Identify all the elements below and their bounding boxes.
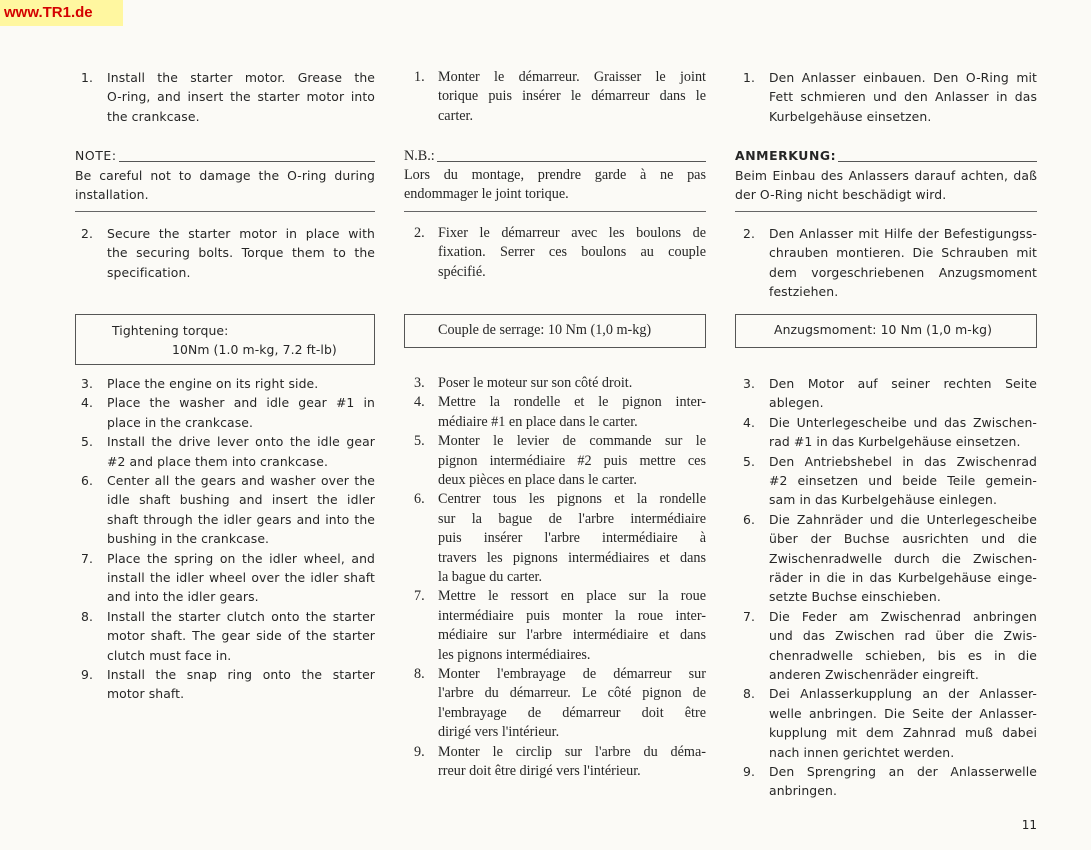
- step-number: 3.: [81, 376, 94, 391]
- text-line: rad #1 in das Kurbelgehäuse einsetzen.: [769, 434, 1021, 450]
- text-line: der O-Ring nicht beschädigt wird.: [735, 187, 947, 203]
- text-line: médiaire #1 en place dans le carter.: [438, 413, 638, 430]
- step-text: [769, 224, 1037, 302]
- step-number: 5.: [81, 434, 94, 450]
- text-line: the securing bolts. Torque them to the: [107, 245, 375, 261]
- text-line: installation.: [75, 187, 149, 203]
- text-line: rreur doit être dirigé vers l'intérieur.: [438, 762, 641, 779]
- step-text: [769, 762, 1037, 801]
- step-text: [107, 665, 375, 704]
- note-divider: [735, 211, 1037, 212]
- text-line: Die Zahnräder und die Unterlegescheibe: [769, 511, 1037, 527]
- text-line: Monter le circlip sur l'arbre du déma-: [438, 743, 706, 760]
- torque-value: Anzugsmoment: 10 Nm (1,0 m-kg): [774, 322, 993, 337]
- text-line: puis insérer l'arbre intermédiaire à: [438, 530, 706, 547]
- note-divider: [75, 211, 375, 212]
- text-line: Die Unterlegescheibe und das Zwischen-: [769, 414, 1037, 430]
- torque-spec-box: [735, 314, 1037, 348]
- step-text: [438, 490, 706, 587]
- text-line: install the idler wheel over the idler shaft: [107, 569, 375, 585]
- text-line: place in the crankcase.: [107, 414, 254, 430]
- step-text: [438, 374, 706, 393]
- text-line: clutch must face in.: [107, 647, 232, 663]
- text-line: Place the washer and idle gear #1 in: [107, 395, 375, 411]
- site-watermark[interactable]: www.TR1.de: [0, 0, 123, 26]
- step-text: [769, 452, 1037, 510]
- text-line: Monter le démarreur. Graisser le joint: [438, 69, 706, 85]
- text-line: kupplung mit dem Zahnrad muß dabei: [769, 725, 1037, 741]
- text-line: anderen Zwischenräder eingreift.: [769, 666, 979, 682]
- text-line: travers les pignons intermédiaires et dans: [438, 549, 706, 566]
- note-label: NOTE:: [75, 148, 117, 163]
- step-number: 5.: [414, 433, 425, 450]
- text-line: Den Motor auf seiner rechten Seite: [769, 376, 1037, 391]
- text-line: torique puis insérer le démarreur dans le: [438, 88, 706, 105]
- step-number: 2.: [81, 226, 94, 241]
- text-line: Place the spring on the idler wheel, and: [107, 550, 375, 566]
- step-number: 9.: [81, 667, 94, 682]
- text-line: räder in die in das Kurbelgehäuse einge-: [769, 569, 1037, 585]
- text-line: Fixer le démarreur avec les boulons de: [438, 225, 706, 241]
- text-line: Fett schmieren und den Anlasser in das: [769, 89, 1037, 105]
- text-line: Beim Einbau des Anlassers darauf achten, daß: [735, 168, 1037, 183]
- text-line: Den Antriebshebel in das Zwischenrad: [769, 453, 1037, 469]
- step-text: [438, 393, 706, 432]
- torque-value: Couple de serrage: 10 Nm (1,0 m-kg): [438, 322, 652, 338]
- note-heading: [75, 146, 375, 166]
- step-text: [769, 413, 1037, 452]
- text-line: Center all the gears and washer over the: [107, 473, 375, 488]
- text-line: bushing in the crankcase.: [107, 531, 270, 547]
- text-line: fixation. Serrer ces boulons au couple: [438, 244, 706, 261]
- step-number: 9.: [743, 764, 756, 779]
- text-line: Kurbelgehäuse einsetzen.: [769, 108, 932, 124]
- text-line: Install the snap ring onto the starter: [107, 667, 375, 682]
- text-line: Poser le moteur sur son côté droit.: [438, 375, 633, 391]
- step-text: [438, 665, 706, 743]
- text-line: Den Anlasser einbauen. Den O-Ring mit: [769, 70, 1037, 85]
- text-line: idle shaft bushing and insert the idler: [107, 492, 375, 508]
- text-line: ablegen.: [769, 395, 824, 411]
- step-text: [769, 684, 1037, 762]
- text-line: #2 and place them into crankcase.: [107, 453, 328, 469]
- page-number: 11: [1021, 818, 1037, 832]
- step-number: 8.: [743, 686, 756, 702]
- text-line: Secure the starter motor in place with: [107, 226, 375, 241]
- text-line: shaft through the idler gears and into the: [107, 511, 375, 527]
- step-text: [107, 374, 375, 393]
- step-number: 4.: [81, 395, 94, 411]
- step-text: [769, 607, 1037, 685]
- text-line: Be careful not to damage the O-ring during: [75, 168, 375, 183]
- german-column: [735, 0, 1037, 850]
- text-line: setzte Buchse einschieben.: [769, 589, 941, 605]
- note-heading: [404, 146, 706, 166]
- text-line: motor shaft. The gear side of the starter: [107, 628, 375, 644]
- text-line: endommager le joint torique.: [404, 186, 569, 203]
- step-number: 6.: [743, 511, 756, 527]
- text-line: motor shaft.: [107, 686, 185, 702]
- step-text: [769, 510, 1037, 607]
- text-line: l'embrayage de démarreur doit être: [438, 704, 706, 721]
- step-text: [107, 471, 375, 549]
- text-line: welle anbringen. Die Seite der Anlasser-: [769, 705, 1037, 721]
- torque-spec-box: [75, 314, 375, 365]
- text-line: l'arbre du démarreur. Le côté pignon de: [438, 685, 706, 702]
- step-number: 4.: [743, 414, 756, 430]
- torque-value: 10Nm (1.0 m-kg, 7.2 ft-lb): [172, 342, 337, 357]
- text-line: Lors du montage, prendre garde à ne pas: [404, 167, 706, 183]
- note-text: [735, 166, 1037, 205]
- step-number: 2.: [414, 225, 425, 241]
- text-line: über der Buchse ausrichten und die: [769, 531, 1037, 547]
- text-line: Install the starter motor. Grease the: [107, 70, 375, 85]
- text-line: Den Anlasser mit Hilfe der Befestigungss-: [769, 226, 1037, 241]
- step-text: [438, 68, 706, 126]
- text-line: and into the idler gears.: [107, 589, 259, 605]
- text-line: dem vorgeschriebenen Anzugsmoment: [769, 264, 1037, 280]
- note-divider: [404, 211, 706, 212]
- step-number: 1.: [81, 70, 94, 85]
- text-line: Mettre la rondelle et le pignon inter-: [438, 394, 706, 411]
- step-number: 1.: [414, 69, 425, 85]
- step-text: [107, 68, 375, 126]
- text-line: spécifié.: [438, 263, 486, 280]
- step-text: [107, 224, 375, 282]
- text-line: les pignons intermédiaires.: [438, 646, 591, 663]
- text-line: Monter l'embrayage de démarreur sur: [438, 666, 706, 682]
- step-text: [107, 549, 375, 607]
- step-number: 3.: [743, 376, 756, 391]
- text-line: Centrer tous les pignons et la rondelle: [438, 491, 706, 508]
- torque-label: Tightening torque:: [112, 323, 229, 338]
- torque-spec-box: [404, 314, 706, 348]
- text-line: Install the starter clutch onto the starter: [107, 608, 375, 624]
- text-line: und das Zwischen rad über die Zwis-: [769, 628, 1037, 644]
- step-number: 7.: [743, 608, 756, 624]
- text-line: la bague du carter.: [438, 568, 542, 585]
- step-number: 8.: [414, 666, 425, 682]
- note-label: ANMERKUNG:: [735, 148, 837, 163]
- text-line: nach innen gerichtet werden.: [769, 744, 955, 760]
- text-line: Mettre le ressort en place sur la roue: [438, 588, 706, 605]
- note-text: [404, 166, 706, 205]
- step-number: 5.: [743, 453, 756, 469]
- text-line: sam in das Kurbelgehäuse einlegen.: [769, 492, 997, 508]
- english-column: [75, 0, 375, 850]
- text-line: Monter le levier de commande sur le: [438, 433, 706, 450]
- step-text: [107, 432, 375, 471]
- step-number: 6.: [81, 473, 94, 488]
- step-text: [438, 224, 706, 282]
- text-line: anbringen.: [769, 783, 837, 799]
- text-line: médiaire sur l'arbre intermédiaire et dans: [438, 627, 706, 644]
- step-number: 7.: [414, 588, 425, 605]
- text-line: chenradwelle schieben, bis es in die: [769, 647, 1037, 663]
- text-line: chrauben montieren. Die Schrauben mit: [769, 245, 1037, 261]
- step-text: [107, 607, 375, 665]
- step-text: [438, 432, 706, 490]
- text-line: dirigé vers l'intérieur.: [438, 724, 560, 741]
- step-number: 8.: [81, 608, 94, 624]
- step-text: [769, 68, 1037, 126]
- text-line: festziehen.: [769, 284, 839, 300]
- step-text: [769, 374, 1037, 413]
- step-number: 2.: [743, 226, 756, 241]
- note-heading: [735, 146, 1037, 166]
- text-line: intermédiaire puis monter la roue inter-: [438, 607, 706, 624]
- step-number: 1.: [743, 70, 756, 85]
- text-line: Den Sprengring an der Anlasserwelle: [769, 764, 1037, 779]
- text-line: sur la bague de l'arbre intermédiaire: [438, 510, 706, 527]
- step-number: 4.: [414, 394, 425, 411]
- text-line: #2 einsetzen und beide Teile gemein-: [769, 472, 1037, 488]
- text-line: Place the engine on its right side.: [107, 376, 319, 391]
- step-text: [438, 587, 706, 665]
- step-number: 7.: [81, 550, 94, 566]
- step-text: [107, 393, 375, 432]
- text-line: specification.: [107, 264, 191, 280]
- step-text: [438, 743, 706, 782]
- text-line: Dei Anlasserkupplung an der Anlasser-: [769, 686, 1037, 702]
- text-line: Install the drive lever onto the idle gear: [107, 434, 375, 450]
- note-text: [75, 166, 375, 205]
- text-line: the crankcase.: [107, 108, 200, 124]
- french-column: [404, 0, 706, 850]
- text-line: Zwischenradwelle durch die Zwischen-: [769, 550, 1037, 566]
- note-label: N.B.:: [404, 148, 435, 164]
- text-line: deux pièces en place dans le carter.: [438, 471, 637, 488]
- text-line: O-ring, and insert the starter motor into: [107, 89, 375, 105]
- text-line: carter.: [438, 107, 474, 124]
- step-number: 9.: [414, 743, 425, 760]
- step-number: 3.: [414, 375, 425, 391]
- text-line: Die Feder am Zwischenrad anbringen: [769, 608, 1037, 624]
- step-number: 6.: [414, 491, 425, 508]
- text-line: pignon intermédiaire #2 puis mettre ces: [438, 452, 706, 469]
